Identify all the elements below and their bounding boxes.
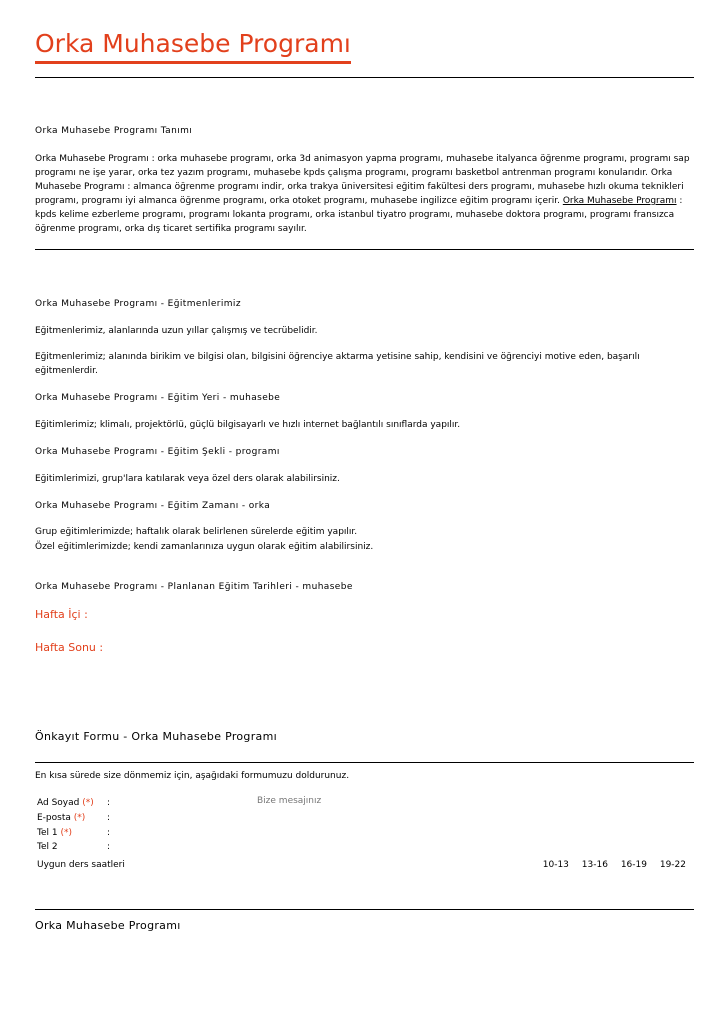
egitmenler-p2: Eğitmenlerimiz; alanında birikim ve bilgisi olan, bilgisini öğrenciye aktarma yetisine sahip, kendisini ve öğrenciyi motive eden, başarılı eğitmenlerdir.	[35, 352, 640, 376]
required-mark: (*)	[60, 828, 72, 838]
egitim-zamani-line2: Özel eğitimlerimizde; kendi zamanlarınıza uygun olarak eğitim alabilirsiniz.	[35, 542, 374, 552]
page-title: Orka Muhasebe Programı	[35, 28, 351, 64]
section-heading-tanim: Orka Muhasebe Programı Tanımı	[35, 126, 193, 136]
section-heading-egitim-sekli: Orka Muhasebe Programı - Eğitim Şekli - programı	[35, 447, 280, 457]
form-intro: En kısa sürede size dönmemiz için, aşağıdaki formumuzu doldurunuz.	[35, 771, 350, 781]
divider	[35, 909, 694, 910]
section-heading-egitim-zamani: Orka Muhasebe Programı - Eğitim Zamanı - orka	[35, 501, 271, 511]
section-heading-egitmenler: Orka Muhasebe Programı - Eğitmenlerimiz	[35, 299, 241, 309]
form-colon: :	[107, 842, 111, 852]
form-colon: :	[107, 813, 111, 823]
tanim-paragraph	[35, 152, 694, 236]
egitim-zamani-line1: Grup eğitimlerimizde; haftalık olarak belirlenen sürelerde eğitim yapılır.	[35, 527, 358, 537]
required-mark: (*)	[82, 798, 94, 808]
divider	[35, 762, 694, 763]
form-label: E-posta (*)	[37, 813, 86, 823]
required-mark: (*)	[73, 813, 86, 823]
hours-label: Uygun ders saatleri	[37, 860, 125, 870]
tanim-text-1: Orka Muhasebe Programı : orka muhasebe programı, orka 3d animasyon yapma programı, muhasebe italyanca öğrenme programı, programı sap programı ne işe yarar, orka tez yazım programı, muhasebe kpds çalışma programı, programı basketbol antrenman programı konularıdır. Orka Muhasebe Programı : almanca öğrenme programı indir, orka trakya üniversitesi eğitim fakültesi ders programı, muhasebe hızlı okuma teknikleri programı, programı iyi almanca öğrenme programı, orka otoket programı, muhasebe ingilizce eğitim programı içerir.	[35, 154, 690, 206]
form-label: Tel 2	[37, 842, 58, 852]
egitim-sekli-text: Eğitimlerimizi, grup'lara katılarak veya özel ders olarak alabilirsiniz.	[35, 474, 340, 484]
tanim-link[interactable]: Orka Muhasebe Programı	[562, 196, 677, 206]
egitim-yeri-text: Eğitimlerimiz; klimalı, projektörlü, güçlü bilgisayarlı ve hızlı internet bağlantılı sınıflarda yapılır.	[35, 420, 461, 430]
message-input[interactable]: Bize mesajınız	[257, 796, 322, 806]
form-label: Ad Soyad (*)	[37, 798, 94, 808]
hours-options	[533, 860, 686, 870]
form-label: Tel 1 (*)	[37, 828, 72, 838]
form-heading: Önkayıt Formu - Orka Muhasebe Programı	[35, 730, 277, 743]
hafta-sonu-label: Hafta Sonu :	[35, 641, 104, 654]
hour-option[interactable]: 19-22	[659, 860, 686, 870]
hour-option[interactable]: 13-16	[581, 860, 608, 870]
hafta-ici-label: Hafta İçi :	[35, 608, 88, 621]
hour-option[interactable]: 10-13	[542, 860, 569, 870]
form-colon: :	[107, 798, 111, 808]
section-heading-tarihler: Orka Muhasebe Programı - Planlanan Eğitim Tarihleri - muhasebe	[35, 582, 353, 592]
footer-title: Orka Muhasebe Programı	[35, 919, 181, 932]
divider	[35, 249, 694, 250]
tanim-text-2: : kpds kelime ezberleme programı, programı lokanta programı, orka istanbul tiyatro programı, muhasebe doktora programı, programı fransızca öğrenme programı, orka dış ticaret sertifika programı sayılır.	[35, 196, 683, 234]
egitmenler-p1: Eğitmenlerimiz, alanlarında uzun yıllar çalışmış ve tecrübelidir.	[35, 326, 318, 336]
hour-option[interactable]: 16-19	[620, 860, 647, 870]
divider	[35, 77, 694, 78]
section-heading-egitim-yeri: Orka Muhasebe Programı - Eğitim Yeri - muhasebe	[35, 393, 281, 403]
form-colon: :	[107, 828, 111, 838]
